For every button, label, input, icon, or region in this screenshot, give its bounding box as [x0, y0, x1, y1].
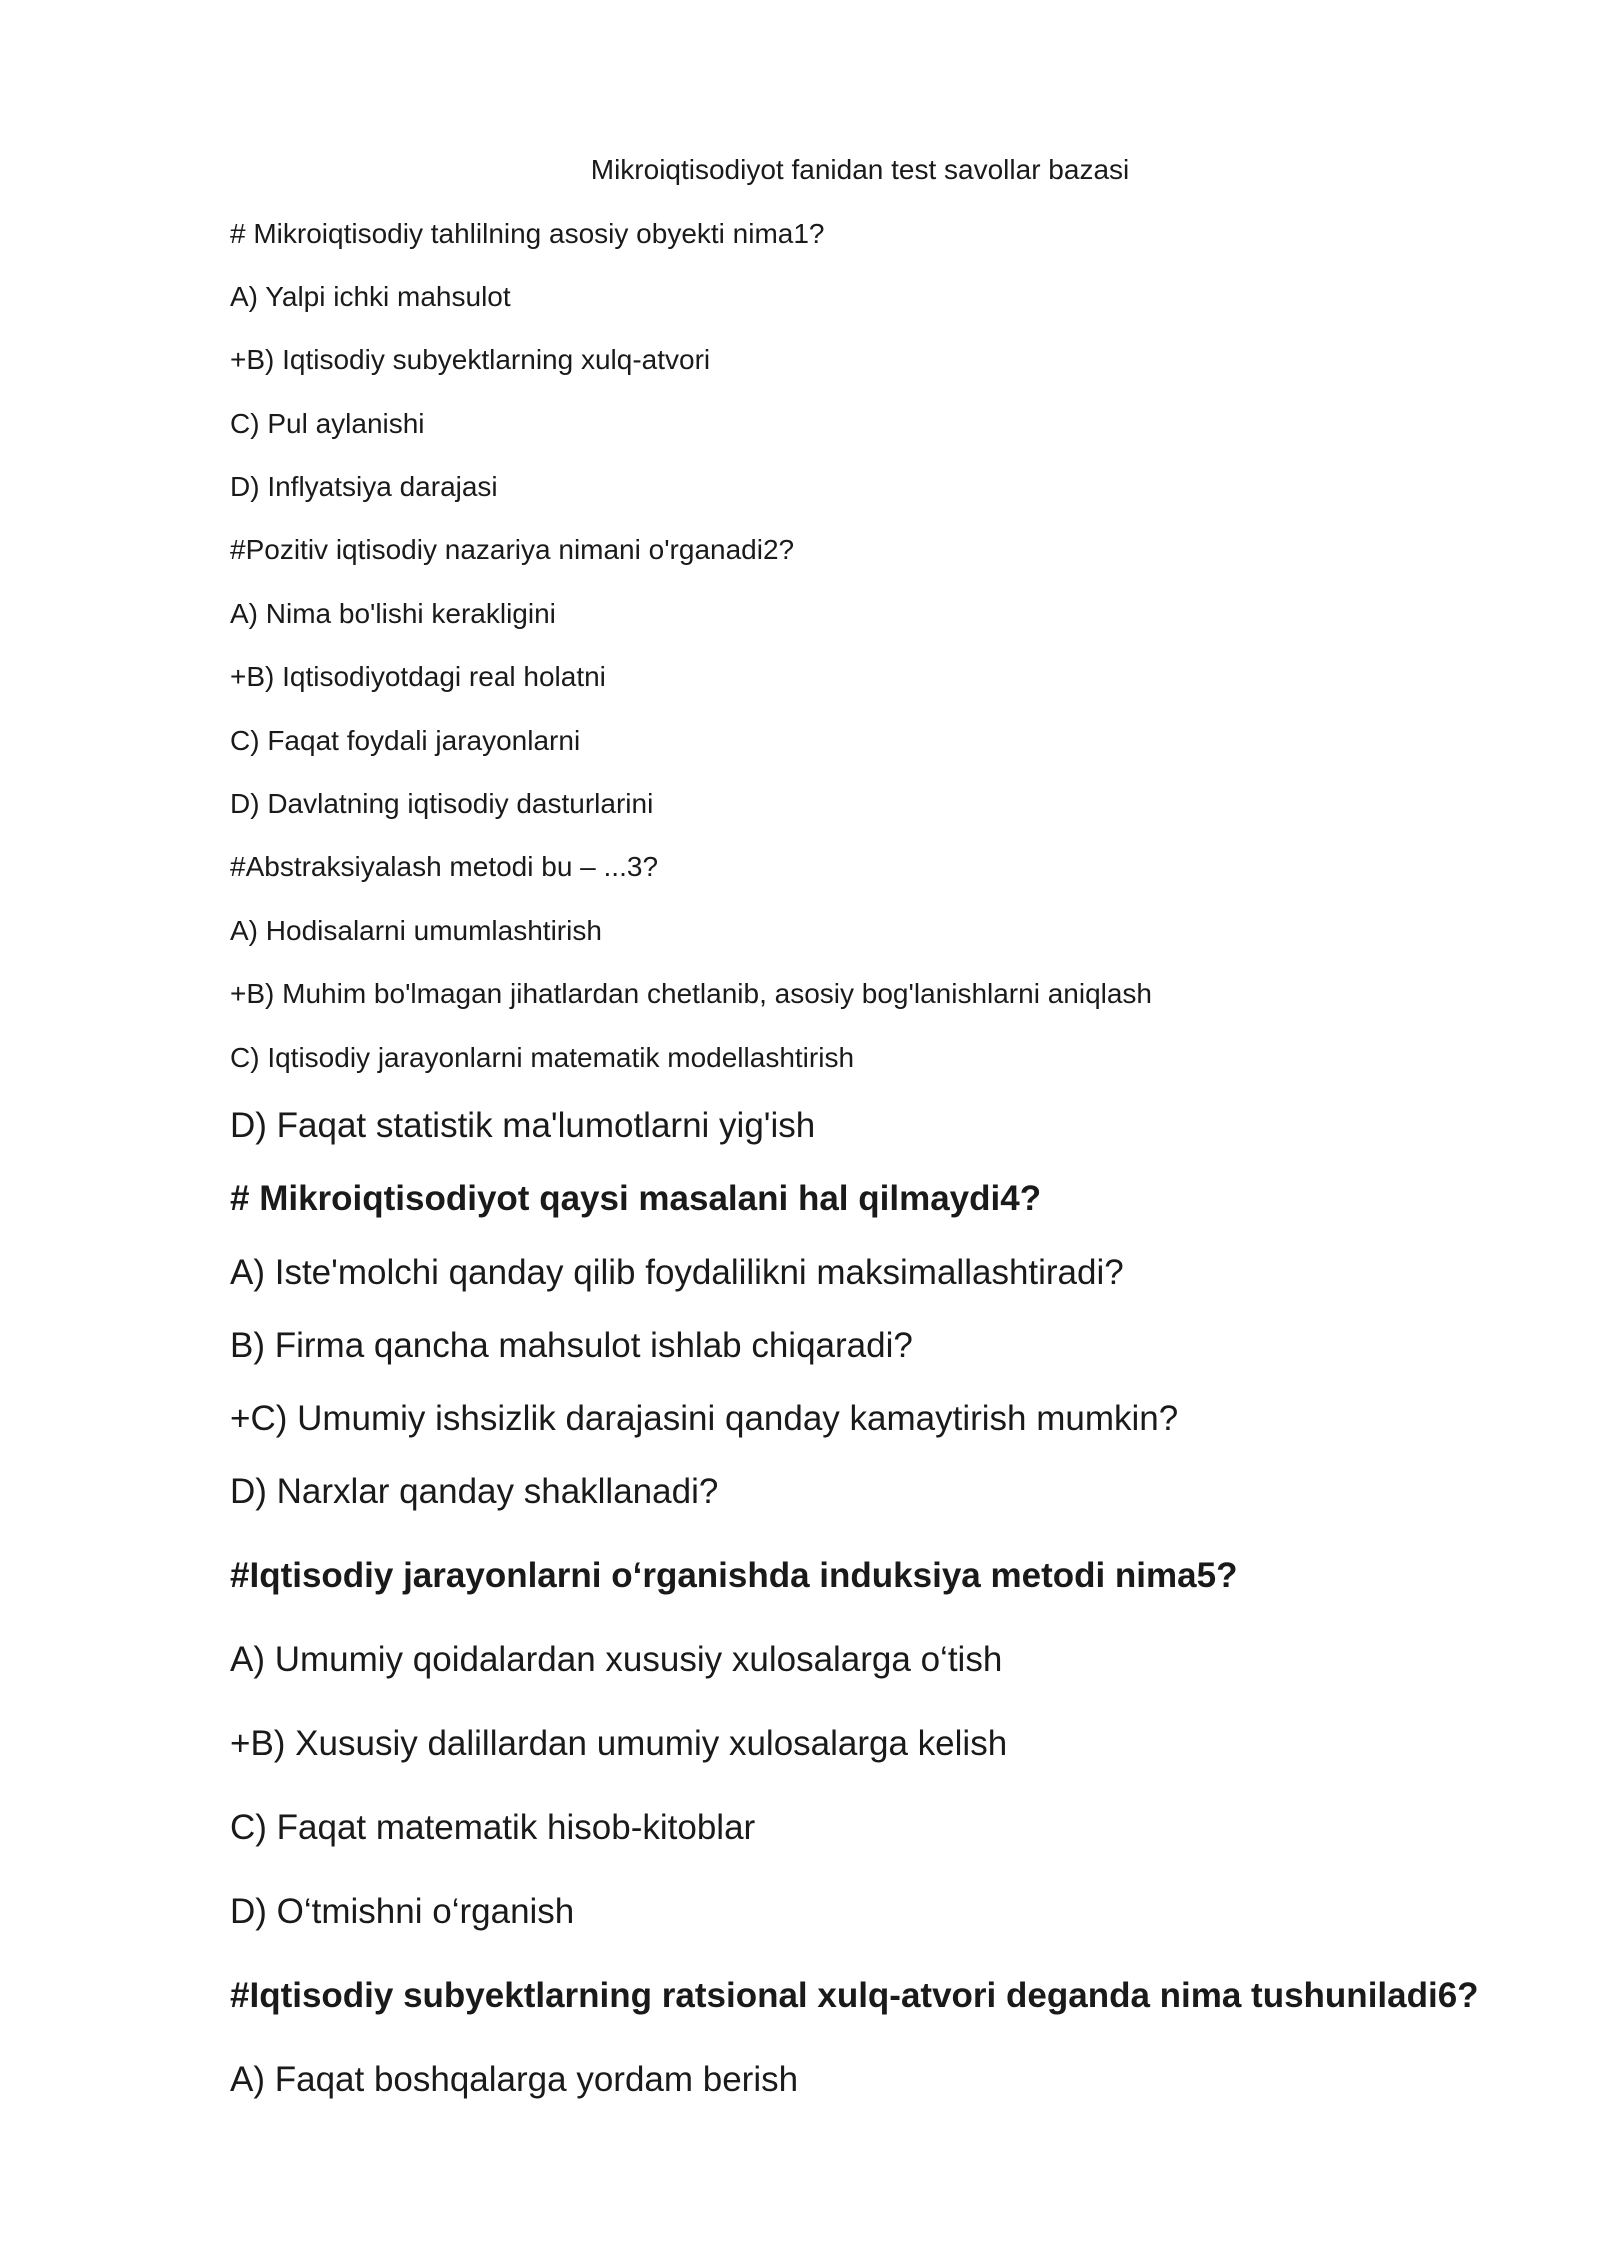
q1-option-a: A) Yalpi ichki mahsulot [230, 281, 511, 312]
q2-option-a: A) Nima bo'lishi kerakligini [230, 598, 556, 629]
q2-option-d: D) Davlatning iqtisodiy dasturlarini [230, 788, 654, 819]
document-title: Mikroiqtisodiyot fanidan test savollar bazasi [590, 154, 1130, 185]
q4-option-a: A) Iste'molchi qanday qilib foydalilikni maksimallashtiradi? [230, 1253, 1124, 1292]
q2-option-b-correct: +B) Iqtisodiyotdagi real holatni [230, 661, 606, 692]
q1-option-c: C) Pul aylanishi [230, 408, 425, 439]
q4-option-b: B) Firma qancha mahsulot ishlab chiqaradi? [230, 1326, 913, 1365]
question-2: #Pozitiv iqtisodiy nazariya nimani o'rganadi2? [230, 534, 795, 565]
q3-option-d: D) Faqat statistik ma'lumotlarni yig'ish [230, 1106, 816, 1145]
q5-option-c: C) Faqat matematik hisob-kitoblar [230, 1808, 756, 1847]
q5-option-a: A) Umumiy qoidalardan xususiy xulosalarga o‘tish [230, 1640, 1003, 1679]
question-6: #Iqtisodiy subyektlarning ratsional xulq-atvori deganda nima tushuniladi6? [230, 1976, 1479, 2015]
q1-option-b-correct: +B) Iqtisodiy subyektlarning xulq-atvori [230, 344, 711, 375]
q5-option-b-correct: +B) Xususiy dalillardan umumiy xulosalarga kelish [230, 1724, 1008, 1763]
q4-option-c-correct: +C) Umumiy ishsizlik darajasini qanday kamaytirish mumkin? [230, 1399, 1179, 1438]
q4-option-d: D) Narxlar qanday shakllanadi? [230, 1472, 719, 1511]
q3-option-c: C) Iqtisodiy jarayonlarni matematik modellashtirish [230, 1042, 855, 1073]
question-5: #Iqtisodiy jarayonlarni o‘rganishda induksiya metodi nima5? [230, 1556, 1238, 1595]
q3-option-b-correct: +B) Muhim bo'lmagan jihatlardan chetlanib, asosiy bog'lanishlarni aniqlash [230, 978, 1153, 1009]
question-1: # Mikroiqtisodiy tahlilning asosiy obyekti nima1? [230, 218, 825, 249]
q5-option-d: D) O‘tmishni o‘rganish [230, 1892, 575, 1931]
question-4: # Mikroiqtisodiyot qaysi masalani hal qilmaydi4? [230, 1179, 1042, 1218]
q2-option-c: C) Faqat foydali jarayonlarni [230, 725, 581, 756]
question-3: #Abstraksiyalash metodi bu – ...3? [230, 851, 659, 882]
q1-option-d: D) Inflyatsiya darajasi [230, 471, 498, 502]
q3-option-a: A) Hodisalarni umumlashtirish [230, 915, 602, 946]
q6-option-a: A) Faqat boshqalarga yordam berish [230, 2060, 799, 2099]
